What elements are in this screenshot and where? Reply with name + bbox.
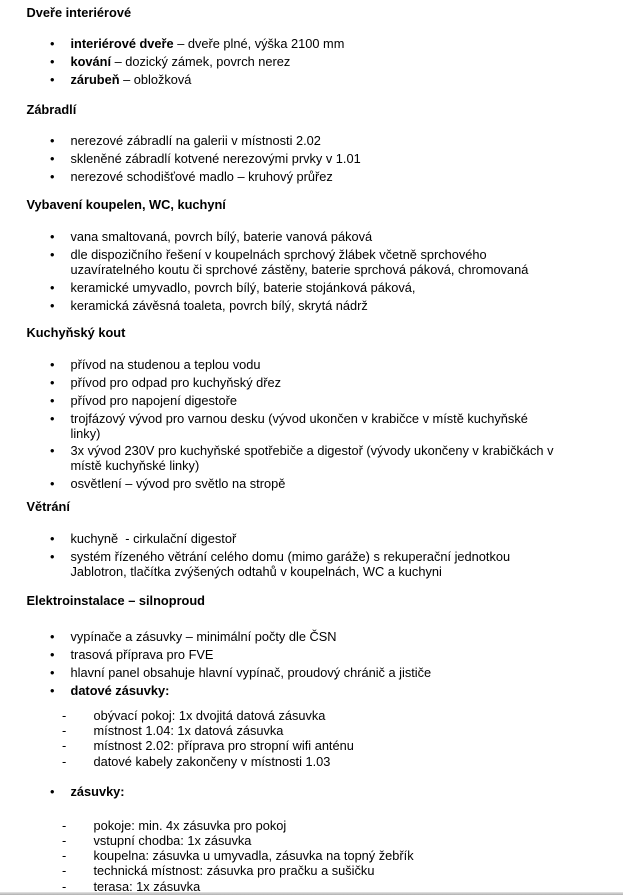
text-part: datové zásuvky: — [70, 682, 170, 698]
list-item-text — [71, 393, 237, 408]
bullet-marker: • — [50, 132, 55, 148]
list-item-text — [71, 280, 416, 295]
text-part: – dozický zámek, povrch nerez — [111, 54, 291, 69]
text-part: osvětlení – vývod pro světlo na stropě — [70, 476, 286, 491]
text-part: – obložková — [119, 72, 192, 87]
text-part: místě kuchyňské linky) — [70, 457, 200, 473]
list-item-text — [71, 262, 529, 277]
list-item-text — [94, 738, 354, 753]
bullet-marker: • — [50, 374, 55, 390]
text-part: keramická závěsná toaleta, povrch bílý, skrytá nádrž — [70, 297, 368, 313]
text-part: uzavíratelného koutu či sprchové zástěny, baterie sprchová páková, chromovaná — [70, 261, 529, 277]
text-part: trasová příprava pro FVE — [70, 646, 214, 662]
bullet-marker: • — [50, 646, 55, 662]
text-part: datové kabely zakončeny v místnosti 1.03 — [93, 753, 331, 769]
text-part: zásuvky: — [70, 784, 125, 800]
list-item-text — [94, 754, 331, 769]
dash-marker: - — [62, 848, 67, 864]
section-heading: Vybavení koupelen, WC, kuchyní — [26, 196, 226, 212]
list-item-text — [94, 848, 414, 863]
bullet-marker: • — [50, 36, 55, 51]
list-item-text — [94, 723, 284, 738]
section-heading: Větrání — [26, 498, 70, 514]
text-part: trojfázový vývod pro varnou desku (vývod ukončen v krabičce v místě kuchyňské — [70, 410, 528, 426]
list-item-text — [71, 151, 361, 166]
bullet-marker: • — [50, 150, 55, 166]
text-part: interiérové dveře — [70, 36, 174, 51]
bullet-marker: • — [50, 410, 55, 426]
text-part: linky) — [70, 425, 101, 441]
list-item-text — [71, 54, 291, 69]
text-part: hlavní panel obsahuje hlavní vypínač, proudový chránič a jističe — [70, 664, 432, 680]
list-item-text — [71, 665, 432, 680]
text-part: vstupní chodba: 1x zásuvka — [93, 832, 252, 848]
list-item-text — [71, 36, 345, 51]
dash-marker: - — [62, 722, 67, 738]
list-item-text — [71, 298, 368, 313]
text-part: vypínače a zásuvky – minimální počty dle ČSN — [70, 628, 337, 644]
list-item-text — [71, 72, 192, 87]
list-item-text — [71, 784, 125, 799]
list-item-text — [71, 229, 373, 244]
bullet-marker: • — [50, 246, 55, 262]
list-item-text — [71, 531, 237, 546]
list-item-text — [94, 863, 375, 878]
list-item-text — [71, 375, 282, 390]
bullet-marker: • — [50, 549, 55, 564]
dash-marker: - — [62, 832, 67, 848]
text-part: místnost 1.04: 1x datová zásuvka — [93, 722, 284, 738]
text-part: kování — [70, 54, 112, 69]
list-item-text — [94, 879, 201, 894]
bullet-marker: • — [50, 72, 55, 87]
text-part: Jablotron, tlačítka zvýšených odtahů v koupelnách, WC a kuchyni — [70, 564, 442, 580]
text-part: vana smaltovaná, povrch bílý, baterie vanová páková — [70, 228, 373, 244]
list-item-text — [71, 357, 261, 372]
text-part: technická místnost: zásuvka pro pračku a sušičku — [93, 863, 375, 879]
text-part: terasa: 1x zásuvka — [93, 878, 201, 894]
bullet-marker: • — [50, 476, 55, 491]
list-item-text — [94, 708, 326, 723]
list-item-text — [71, 443, 554, 458]
text-part: zárubeň — [70, 72, 120, 87]
text-part: systém řízeného větrání celého domu (mimo garáže) s rekuperační jednotkou — [70, 549, 511, 564]
section-heading: Kuchyňský kout — [26, 324, 126, 340]
bullet-marker: • — [50, 628, 55, 644]
list-item-text — [71, 476, 286, 491]
list-item-text — [71, 133, 321, 148]
text-part: koupelna: zásuvka u umyvadla, zásuvka na topný žebřík — [93, 848, 414, 864]
list-item-text — [71, 247, 487, 262]
list-item-text — [71, 629, 337, 644]
bullet-marker: • — [50, 54, 55, 69]
text-part: nerezové schodišťové madlo – kruhový průřez — [70, 168, 333, 184]
dash-marker: - — [62, 817, 67, 833]
dash-marker: - — [62, 753, 67, 769]
text-part: nerezové zábradlí na galerii v místnosti 2.02 — [70, 132, 321, 148]
dash-marker: - — [62, 707, 67, 723]
list-item-text — [71, 169, 333, 184]
text-part: místnost 2.02: příprava pro stropní wifi anténu — [93, 738, 354, 754]
list-item-text — [71, 564, 442, 579]
list-item-text — [71, 683, 170, 698]
bullet-marker: • — [50, 531, 55, 546]
text-part: dle dispozičního řešení v koupelnách sprchový žlábek včetně sprchového — [70, 246, 487, 262]
bullet-marker: • — [50, 356, 55, 372]
bullet-marker: • — [50, 228, 55, 244]
bullet-marker: • — [50, 784, 55, 800]
bullet-marker: • — [50, 279, 55, 295]
text-part: pokoje: min. 4x zásuvka pro pokoj — [93, 817, 287, 833]
list-item-text — [94, 833, 252, 848]
bullet-marker: • — [50, 682, 55, 698]
text-part: skleněné zábradlí kotvené nerezovými prvky v 1.01 — [70, 150, 361, 166]
list-item-text — [71, 426, 101, 441]
dash-marker: - — [62, 863, 67, 879]
bullet-marker: • — [50, 297, 55, 313]
text-part: – dveře plné, výška 2100 mm — [173, 36, 345, 51]
text-part: kuchyně - cirkulační digestoř — [70, 531, 237, 546]
section-heading: Elektroinstalace – silnoproud — [26, 592, 205, 608]
text-part: 3x vývod 230V pro kuchyňské spotřebiče a digestoř (vývody ukončeny v krabičkách v — [70, 442, 554, 458]
bullet-marker: • — [50, 442, 55, 458]
list-item-text — [71, 411, 528, 426]
text-part: přívod pro napojení digestoře — [70, 392, 237, 408]
list-item-text — [71, 647, 214, 662]
dash-marker: - — [62, 738, 67, 754]
text-part: přívod na studenou a teplou vodu — [70, 356, 261, 372]
bullet-marker: • — [50, 392, 55, 408]
text-part: keramické umyvadlo, povrch bílý, baterie stojánková páková, — [70, 279, 416, 295]
text-part: přívod pro odpad pro kuchyňský dřez — [70, 374, 282, 390]
list-item-text — [71, 549, 511, 564]
dash-marker: - — [62, 878, 67, 894]
bullet-marker: • — [50, 664, 55, 680]
section-heading: Zábradlí — [26, 101, 77, 117]
bullet-marker: • — [50, 168, 55, 184]
list-item-text — [71, 458, 200, 473]
list-item-text — [94, 818, 287, 833]
text-part: obývací pokoj: 1x dvojitá datová zásuvka — [93, 707, 326, 723]
section-heading: Dveře interiérové — [26, 4, 132, 20]
